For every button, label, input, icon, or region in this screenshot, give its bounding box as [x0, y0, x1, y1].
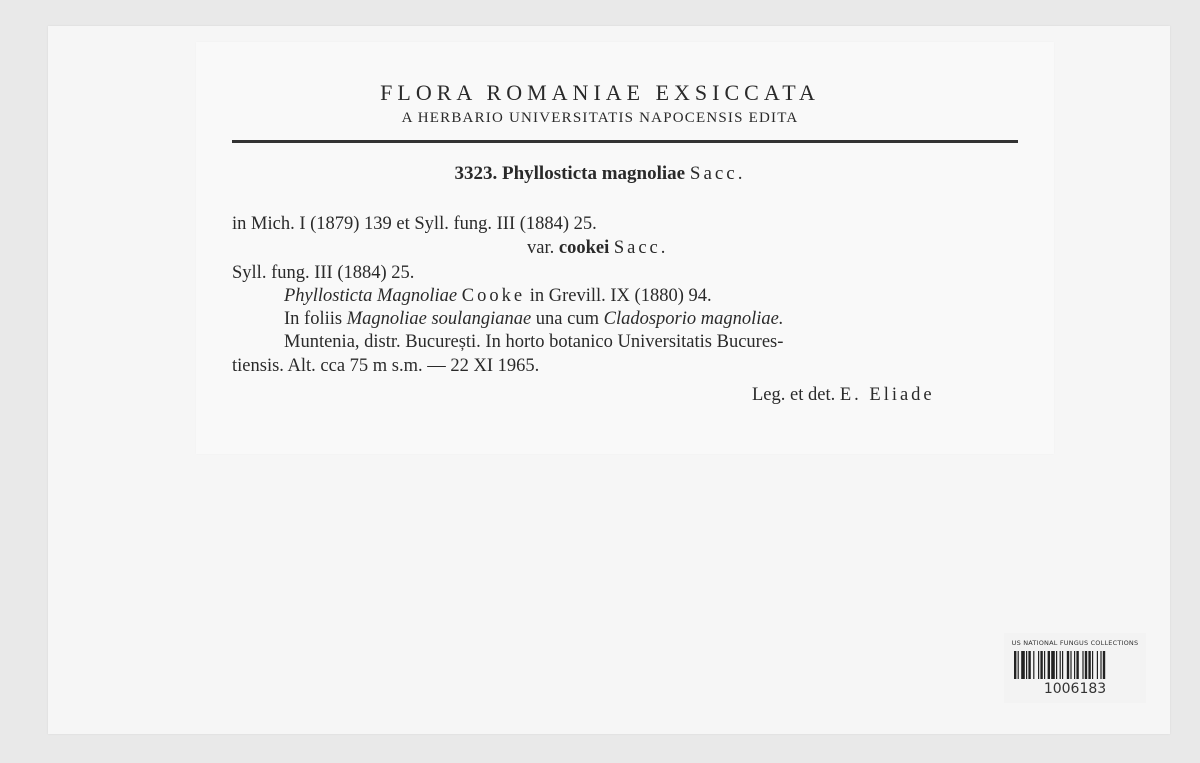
habitat-host: Magnoliae soulangianae	[346, 309, 532, 329]
collection-title: FLORA ROMANIAE EXSICCATA	[380, 80, 820, 105]
specimen-name: Phyllosticta magnoliae	[501, 163, 686, 184]
habitat-middle: una cum	[535, 309, 599, 329]
synonym-name: Phyllosticta Magnoliae	[284, 286, 458, 306]
citation-line: in Mich. I (1879) 139 et Syll. fung. III (1884) 25.	[232, 214, 597, 234]
collector-name: E. Eliade	[839, 385, 935, 405]
synonym-reference: in Grevill. IX (1880) 94.	[529, 286, 712, 306]
specimen-author: Sacc.	[689, 163, 746, 184]
barcode-label	[1004, 633, 1146, 703]
synonym-author: Cooke	[461, 286, 526, 306]
variety-author: Sacc.	[613, 238, 669, 258]
synonym-line	[284, 286, 712, 307]
specimen-number: 3323.	[454, 163, 498, 184]
variety-name: cookei	[558, 238, 610, 258]
header-divider	[232, 140, 1018, 143]
collector-line	[752, 385, 935, 406]
variety-citation: Syll. fung. III (1884) 25.	[232, 263, 415, 283]
locality-line-1: Muntenia, distr. București. In horto botanico Universitatis Bucures-	[284, 332, 784, 352]
variety-line	[527, 238, 668, 259]
barcode-header: US NATIONAL FUNGUS COLLECTIONS	[1011, 639, 1139, 647]
locality-line-2: tiensis. Alt. cca 75 m s.m. — 22 XI 1965.	[232, 356, 540, 376]
variety-prefix: var.	[527, 238, 555, 258]
habitat-prefix: In foliis	[284, 309, 343, 329]
habitat-associate: Cladosporio magnoliae.	[603, 309, 784, 329]
barcode-number: 1006183	[1043, 681, 1107, 697]
barcode-icon	[1014, 651, 1138, 679]
collection-subtitle: A HERBARIO UNIVERSITATIS NAPOCENSIS EDITA	[401, 110, 799, 126]
specimen-heading	[0, 163, 1200, 185]
habitat-line	[284, 309, 783, 330]
collector-prefix: Leg. et det.	[752, 385, 836, 405]
